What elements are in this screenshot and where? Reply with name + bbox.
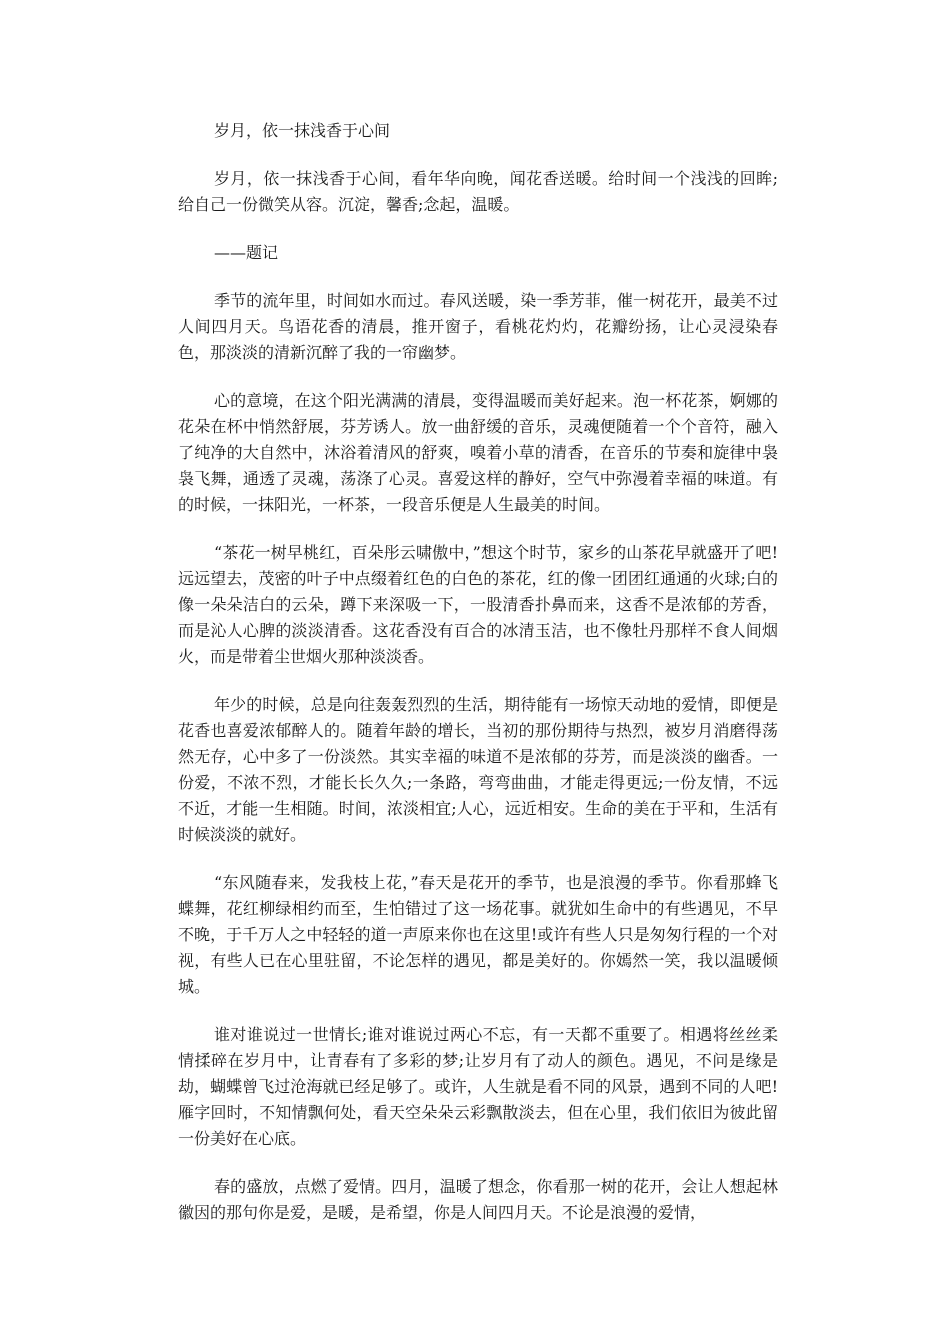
epigraph-attribution: ——题记 [214,243,279,262]
body-paragraph: 春的盛放，点燃了爱情。四月，温暖了想念，你看那一树的花开，会让人想起林徽因的那句你是爱，是暖，是希望，你是人间四月天。不论是浪漫的爱情， [178,1177,778,1222]
body-paragraph: “茶花一树早桃红，百朵彤云啸傲中，”想这个时节，家乡的山茶花早就盛开了吧!远远望去，茂密的叶子中点缀着红色的白色的茶花，红的像一团团红通通的火球;白的像一朵朵洁白的云朵，蹲下来深吸一下，一股清香扑鼻而来，这香不是浓郁的芳香，而是沁人心脾的淡淡清香。这花香没有百合的冰清玉洁，也不像牡丹那样不食人间烟火，而是带着尘世烟火那种淡淡香。 [178,543,778,666]
body-paragraph: “东风随春来，发我枝上花，”春天是花开的季节，也是浪漫的季节。你看那蜂飞蝶舞，花红柳绿相约而至，生怕错过了这一场花事。就犹如生命中的有些遇见，不早不晚，于千万人之中轻轻的道一声原来你也在这里!或许有些人只是匆匆行程的一个对视，有些人已在心里驻留，不论怎样的遇见，都是美好的。你嫣然一笑，我以温暖倾城。 [178,873,778,996]
body-paragraph: 心的意境，在这个阳光满满的清晨，变得温暖而美好起来。泡一杯花茶，婀娜的花朵在杯中悄然舒展，芬芳诱人。放一曲舒缓的音乐，灵魂便随着一个个音符，融入了纯净的大自然中，沐浴着清风的舒爽，嗅着小草的清香，在音乐的节奏和旋律中袅袅飞舞，通透了灵魂，荡涤了心灵。喜爱这样的静好，空气中弥漫着幸福的味道。有的时候，一抹阳光，一杯茶，一段音乐便是人生最美的时间。 [178,391,778,514]
document-title: 岁月，依一抹浅香于心间 [214,121,391,140]
body-paragraph: 季节的流年里，时间如水而过。春风送暖，染一季芳菲，催一树花开，最美不过人间四月天。鸟语花香的清晨，推开窗子，看桃花灼灼，花瓣纷扬，让心灵浸染春色，那淡淡的清新沉醉了我的一帘幽梦。 [178,291,778,362]
body-paragraph: 谁对谁说过一世情长;谁对谁说过两心不忘，有一天都不重要了。相遇将丝丝柔情揉碎在岁月中，让青春有了多彩的梦;让岁月有了动人的颜色。遇见，不问是缘是劫，蝴蝶曾飞过沧海就已经足够了。或许，人生就是看不同的风景，遇到不同的人吧!雁字回时，不知情飘何处，看天空朵朵云彩飘散淡去，但在心里，我们依旧为彼此留一份美好在心底。 [178,1025,778,1148]
body-paragraph: 年少的时候，总是向往轰轰烈烈的生活，期待能有一场惊天动地的爱情，即便是花香也喜爱浓郁醉人的。随着年龄的增长，当初的那份期待与热烈，被岁月消磨得荡然无存，心中多了一份淡然。其实幸福的味道不是浓郁的芬芳，而是淡淡的幽香。一份爱，不浓不烈，才能长长久久;一条路，弯弯曲曲，才能走得更远;一份友情，不远不近，才能一生相随。时间，浓淡相宜;人心，远近相安。生命的美在于平和，生活有时候淡淡的就好。 [178,695,778,844]
document-page [178,118,778,1226]
opening-paragraph: 岁月，依一抹浅香于心间，看年华向晚，闻花香送暖。给时间一个浅浅的回眸;给自己一份微笑从容。沉淀，馨香;念起，温暖。 [178,169,778,214]
